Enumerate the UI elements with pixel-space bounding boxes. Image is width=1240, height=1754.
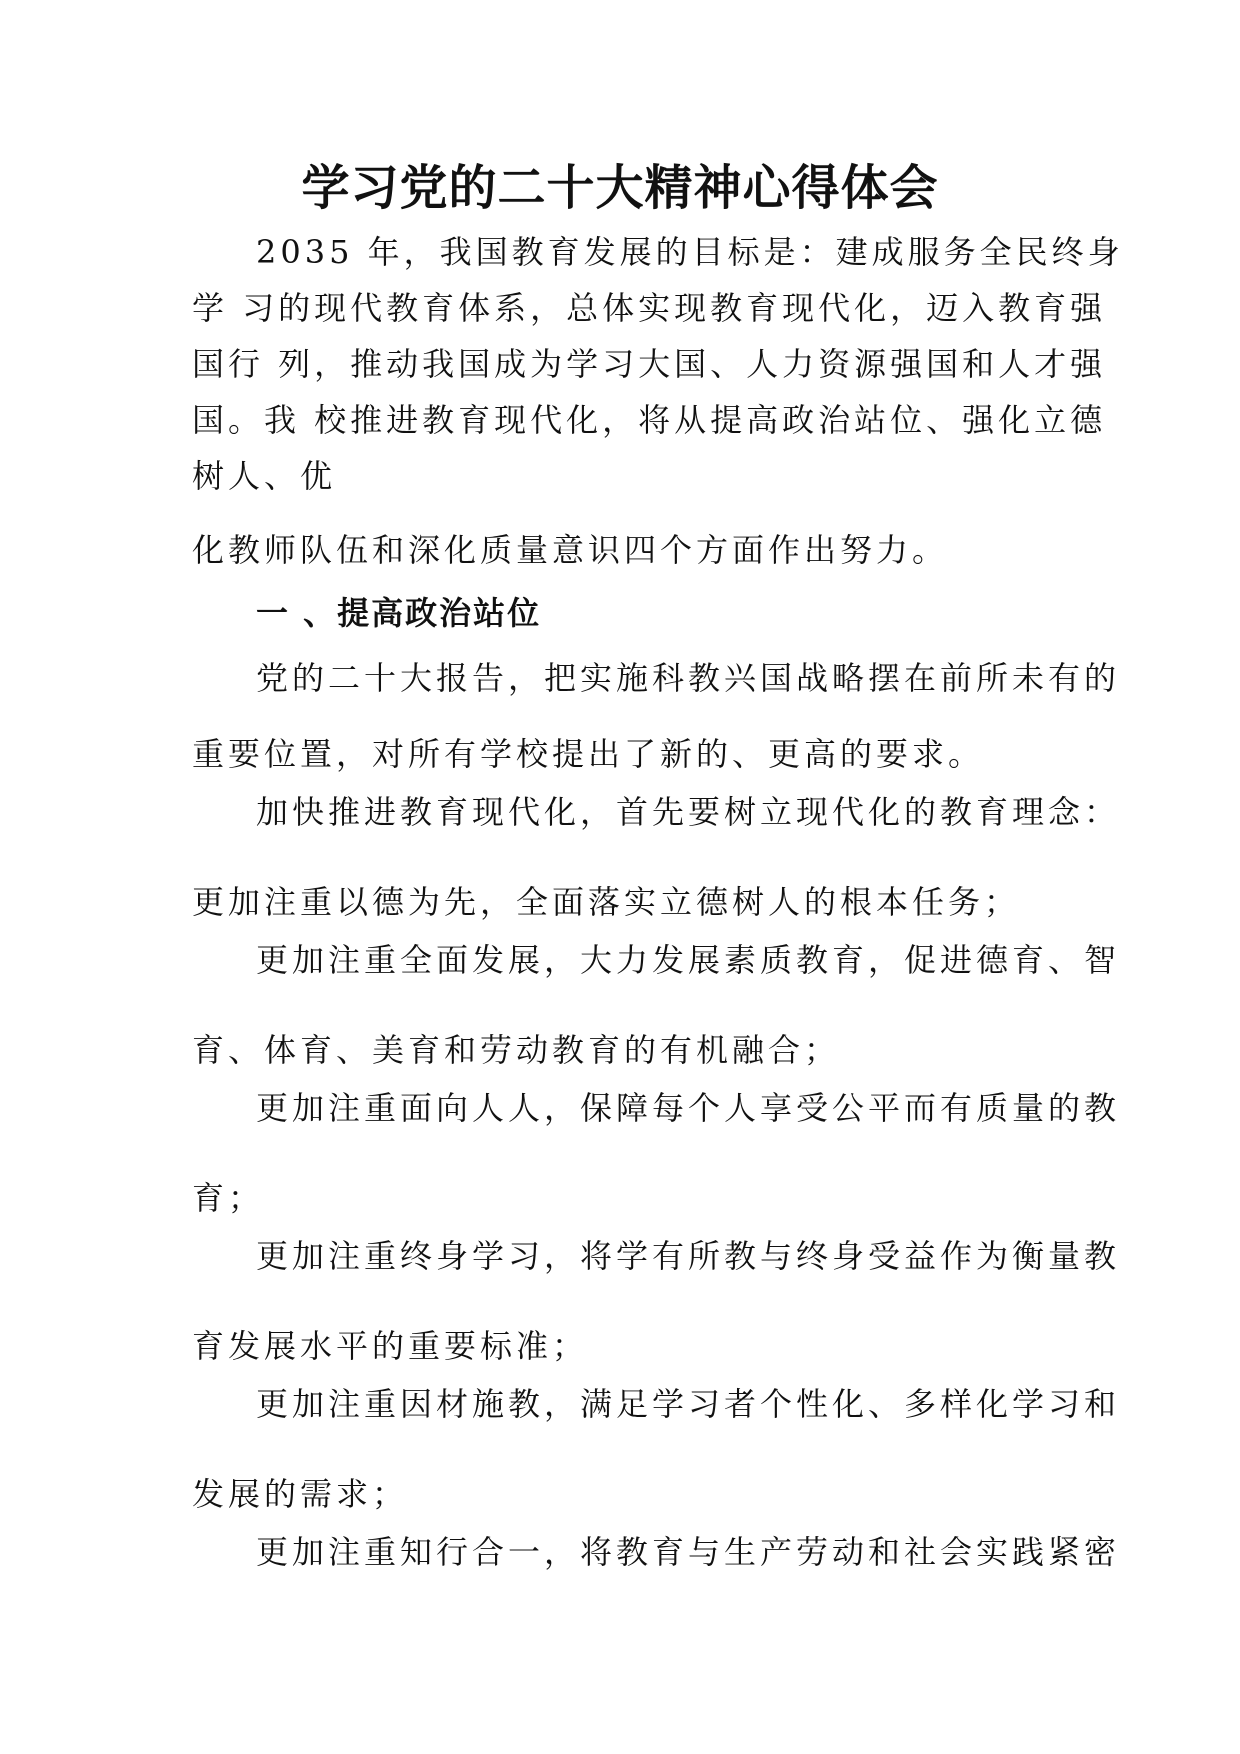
paragraph-line: 党的二十大报告，把实施科教兴国战略摆在前所未有的 xyxy=(256,659,1121,697)
paragraph-line: 育发展水平的重要标准； xyxy=(192,1327,589,1365)
paragraph-line: 更加注重因材施教，满足学习者个性化、多样化学习和 xyxy=(256,1385,1121,1423)
paragraph-line: 育； xyxy=(192,1179,265,1217)
paragraph-line: 化教师队伍和深化质量意识四个方面作出努力。 xyxy=(192,531,949,569)
paragraph-line: 育、体育、美育和劳动教育的有机融合； xyxy=(192,1031,841,1069)
paragraph-line: 重要位置，对所有学校提出了新的、更高的要求。 xyxy=(192,735,985,773)
paragraph-line: 更加注重面向人人，保障每个人享受公平而有质量的教 xyxy=(256,1089,1121,1127)
paragraph-line: 更加注重终身学习，将学有所教与终身受益作为衡量教 xyxy=(256,1237,1121,1275)
paragraph-line: 更加注重知行合一，将教育与生产劳动和社会实践紧密 xyxy=(256,1533,1121,1571)
document-title: 学习党的二十大精神心得体会 xyxy=(301,160,939,216)
paragraph-line: 加快推进教育现代化，首先要树立现代化的教育理念： xyxy=(256,793,1121,831)
paragraph-line: 更加注重以德为先，全面落实立德树人的根本任务； xyxy=(192,883,1021,921)
paragraph-line: 学 习的现代教育体系，总体实现教育现代化，迈入教育强 xyxy=(192,289,1107,327)
paragraph-line: 国行 列，推动我国成为学习大国、人力资源强国和人才强 xyxy=(192,345,1107,383)
paragraph-line: 更加注重全面发展，大力发展素质教育，促进德育、智 xyxy=(256,941,1121,979)
paragraph-line: 树人、优 xyxy=(192,457,337,495)
paragraph-line: 国。我 校推进教育现代化，将从提高政治站位、强化立德 xyxy=(192,401,1107,439)
section-heading: 一 、提高政治站位 xyxy=(256,594,542,632)
paragraph-line: 发展的需求； xyxy=(192,1475,409,1513)
paragraph-line: 2035 年，我国教育发展的目标是：建成服务全民终身 xyxy=(256,233,1124,271)
